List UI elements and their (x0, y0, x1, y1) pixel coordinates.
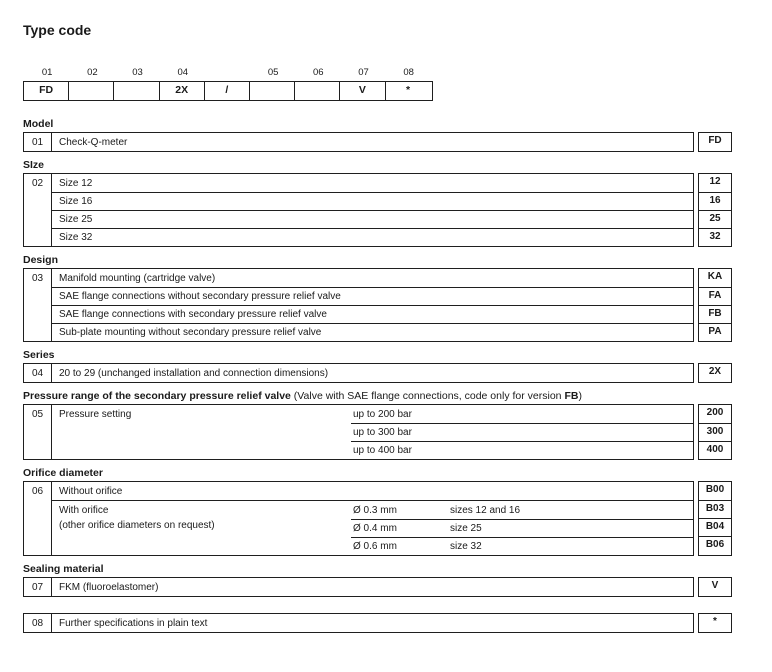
code-value: 2X (708, 366, 722, 377)
table-row (351, 519, 693, 537)
heading-bold-suffix: FB (564, 390, 579, 402)
code-pos-label-03: 03 (132, 67, 143, 78)
position-number-02: 02 (24, 174, 52, 246)
sealing-code-column (698, 577, 732, 597)
series-rows (52, 364, 693, 382)
code-value: 200 (706, 407, 724, 418)
pressure-table (23, 404, 756, 460)
heading-regular-part: (Valve with SAE flange connections, code only for version (290, 390, 565, 402)
size-code-column (698, 173, 732, 247)
row-desc: FKM (fluoroelastomer) (59, 581, 159, 593)
row-desc: Sub-plate mounting without secondary pressure relief valve (59, 327, 322, 338)
with-orifice-line2: (other orifice diameters on request) (59, 520, 215, 531)
pressure-rows (52, 405, 693, 459)
row-desc: Further specifications in plain text (59, 617, 208, 629)
model-table (23, 132, 756, 152)
pressure-sub-rows (351, 405, 693, 459)
table-row (52, 210, 693, 228)
table-row (351, 441, 693, 459)
code-box-08: * (406, 84, 411, 96)
code-value: 12 (709, 176, 721, 187)
position-number-04: 04 (24, 364, 52, 382)
row-desc: Size 16 (59, 196, 93, 207)
code-value: 25 (699, 210, 731, 228)
size-table-main (23, 173, 694, 247)
pressure-range-value: up to 300 bar (353, 427, 412, 438)
heading-end: ) (578, 390, 582, 402)
code-boxes (23, 81, 433, 101)
section-further-specifications (23, 613, 756, 633)
code-value: 32 (699, 228, 731, 246)
table-row (351, 501, 693, 519)
sealing-rows (52, 578, 693, 596)
section-sealing-material (23, 563, 756, 597)
orifice-diameter-value: Ø 0.3 mm (353, 504, 397, 516)
code-pos-label-slash (205, 67, 250, 79)
code-box-02 (69, 82, 114, 100)
code-value: FB (699, 305, 731, 323)
table-row (52, 364, 693, 382)
table-row (52, 482, 693, 500)
size-rows (52, 174, 693, 246)
row-desc: Manifold mounting (cartridge valve) (59, 272, 216, 284)
page-title: Type code (23, 22, 92, 38)
row-desc: Check-Q-meter (59, 136, 128, 148)
row-desc: SAE flange connections with secondary pressure relief valve (59, 309, 327, 320)
code-value: B03 (699, 500, 731, 518)
section-heading-orifice: Orifice diameter (23, 467, 103, 479)
series-table (23, 363, 756, 383)
section-pressure-range (23, 390, 756, 460)
table-row (52, 323, 693, 341)
row-desc: SAE flange connections without secondary pressure relief valve (59, 291, 341, 302)
further-specs-rows (52, 614, 693, 632)
pressure-table-main (23, 404, 694, 460)
design-table-main (23, 268, 694, 342)
code-pos-label-04: 04 (177, 67, 189, 78)
code-value: 16 (699, 192, 731, 210)
table-row (351, 537, 693, 555)
section-model (23, 118, 756, 152)
series-table-main (23, 363, 694, 383)
code-value: PA (699, 323, 731, 341)
code-box-03 (114, 82, 159, 100)
table-row (52, 614, 693, 632)
code-box-01: FD (24, 82, 69, 100)
design-rows (52, 269, 693, 341)
model-rows (52, 133, 693, 151)
table-row (52, 578, 693, 596)
orifice-rows (52, 482, 693, 555)
code-value: 400 (699, 441, 731, 459)
row-desc: Size 12 (59, 177, 93, 189)
position-number-03: 03 (24, 269, 52, 341)
table-row (351, 423, 693, 441)
section-heading-design: Design (23, 254, 59, 266)
pressure-range-value: up to 200 bar (353, 408, 412, 420)
table-row (52, 269, 693, 287)
further-specs-table (23, 613, 756, 633)
code-value: V (711, 580, 719, 591)
code-value: FD (708, 135, 722, 146)
orifice-size-applicability: sizes 12 and 16 (450, 504, 521, 516)
table-row (52, 228, 693, 246)
orifice-diameter-value: Ø 0.6 mm (353, 541, 397, 552)
size-table (23, 173, 756, 247)
code-box-05 (250, 82, 295, 100)
with-orifice-label (52, 501, 351, 555)
code-value: B06 (699, 536, 731, 554)
model-table-main (23, 132, 694, 152)
section-series (23, 349, 756, 383)
table-row (52, 305, 693, 323)
model-code-column (698, 132, 732, 152)
code-value: KA (707, 271, 723, 282)
code-value: * (713, 616, 717, 627)
code-box-04: 2X (160, 82, 205, 100)
row-desc: Size 25 (59, 214, 93, 225)
position-number-05: 05 (24, 405, 52, 459)
series-code-column (698, 363, 732, 383)
further-specs-code-column (698, 613, 732, 633)
section-size (23, 159, 756, 247)
sealing-table-main (23, 577, 694, 597)
code-position-labels (25, 67, 433, 79)
code-pos-label-05: 05 (267, 67, 279, 78)
section-heading-sealing: Sealing material (23, 563, 104, 575)
code-value: 300 (699, 423, 731, 441)
with-orifice-line1: With orifice (59, 505, 109, 516)
position-number-06: 06 (24, 482, 52, 555)
code-pos-label-08: 08 (403, 67, 414, 78)
orifice-table-main (23, 481, 694, 556)
orifice-table (23, 481, 756, 556)
section-heading-series: Series (23, 349, 55, 361)
code-value: B04 (699, 518, 731, 536)
section-heading-size: SIze (23, 159, 45, 171)
pressure-setting-label: Pressure setting (59, 409, 132, 420)
pressure-range-value: up to 400 bar (353, 445, 412, 456)
table-row (52, 192, 693, 210)
code-value: B00 (705, 484, 725, 495)
code-value: FA (699, 287, 731, 305)
row-desc: Size 32 (59, 232, 93, 243)
section-design (23, 254, 756, 342)
table-row (52, 174, 693, 192)
orifice-diameter-value: Ø 0.4 mm (353, 523, 397, 534)
orifice-size-applicability: size 25 (450, 523, 482, 534)
code-pos-label-06: 06 (313, 67, 324, 78)
code-pos-label-01: 01 (41, 67, 53, 78)
row-desc: 20 to 29 (unchanged installation and connection dimensions) (59, 367, 329, 379)
row-desc: Without orifice (59, 485, 123, 497)
code-box-06 (295, 82, 340, 100)
position-number-07: 07 (24, 578, 52, 596)
heading-bold-part: Pressure range of the secondary pressure relief valve (23, 390, 291, 402)
type-code-grid (23, 67, 433, 101)
orifice-sub-rows (351, 501, 693, 555)
section-heading-pressure (23, 390, 756, 402)
position-number-01: 01 (24, 133, 52, 151)
sealing-table (23, 577, 756, 597)
table-row (52, 287, 693, 305)
code-box-slash: / (205, 82, 250, 100)
table-row (52, 133, 693, 151)
table-row (351, 405, 693, 423)
section-orifice-diameter (23, 467, 756, 556)
design-table (23, 268, 756, 342)
orifice-split (52, 500, 693, 555)
code-pos-label-07: 07 (358, 67, 369, 78)
further-specs-table-main (23, 613, 694, 633)
code-pos-label-02: 02 (87, 67, 98, 78)
code-box-07: V (340, 82, 385, 100)
design-code-column (698, 268, 732, 342)
orifice-size-applicability: size 32 (450, 541, 482, 552)
pressure-code-column (698, 404, 732, 460)
section-heading-model: Model (23, 118, 54, 130)
pressure-split (52, 405, 693, 459)
position-number-08: 08 (24, 614, 52, 632)
orifice-code-column (698, 481, 732, 556)
